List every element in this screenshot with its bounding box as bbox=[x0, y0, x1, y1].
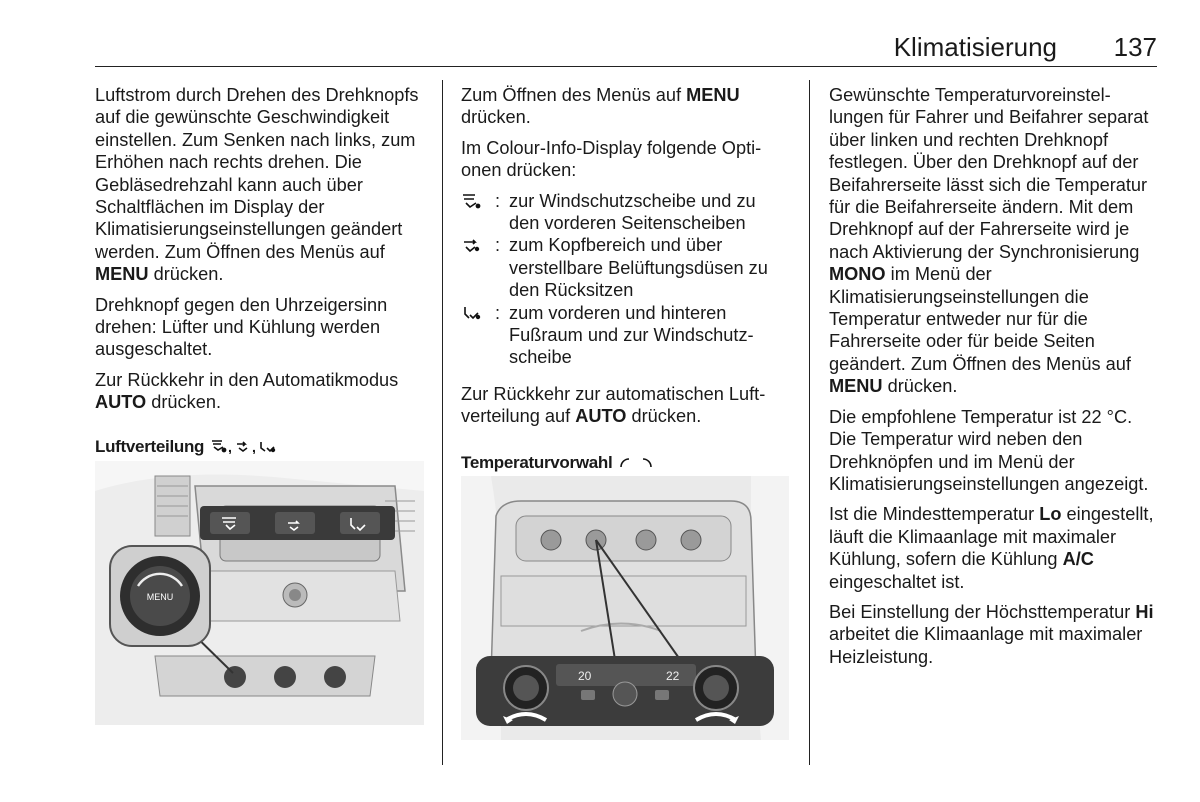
paragraph: Die empfohlene Temperatur ist 22 °C. Die Temperatur wird neben den Drehknöpfen und im Menü der Klimatisierungseinstellungen angezeigt. bbox=[829, 406, 1149, 494]
option-head: : zum Kopfbereich und über verstellbare Belüftungsdüsen zu den Rücksitzen bbox=[461, 234, 791, 301]
subheading-temperaturvorwahl: Temperaturvorwahl bbox=[461, 452, 791, 474]
dashboard-drawing bbox=[95, 461, 424, 725]
column-1 bbox=[95, 84, 425, 470]
paragraph: Luftstrom durch Drehen des Drehknopfs auf die gewünschte Geschwindigkeit einstellen. Zum Senken nach links, zum Erhöhen nach rechts drehen. Die Gebläsedrehzahl kann auch über Schaltflächen im Display der Klimatisierungseinstellungen geändert werden. Zum Öffnen des Menüs auf MENU drücken. bbox=[95, 85, 419, 285]
airflow-icons bbox=[209, 438, 291, 454]
option-footwell: : zum vorderen und hinteren Fußraum und zur Windschutzscheibe bbox=[461, 302, 791, 369]
paragraph: Zur Rückkehr zur automatischen Luftverteilung auf AUTO drücken. bbox=[461, 383, 766, 427]
subheading-luftverteilung: Luftverteilung , , bbox=[95, 436, 425, 458]
option-windshield: : zur Windschutzscheibe und zu den vorderen Seitenscheiben bbox=[461, 190, 791, 235]
paragraph: Im Colour-Info-Display folgende Optionen drücken: bbox=[461, 137, 762, 181]
column-2 bbox=[461, 84, 791, 486]
paragraph: Ist die Mindesttemperatur Lo eingestellt, läuft die Klimaanlage mit maximaler Kühlung, sofern die Kühlung A/C eingeschaltet ist. bbox=[829, 504, 1154, 592]
climate-panel-illustration bbox=[461, 476, 789, 740]
column-3 bbox=[829, 84, 1159, 676]
temperature-knob-icons bbox=[617, 454, 657, 470]
paragraph: Bei Einstellung der Höchsttemperatur Hi arbeitet die Klimaanlage mit maximaler Heizleistung. bbox=[829, 601, 1154, 667]
paragraph: Zum Öffnen des Menüs auf MENU drücken. bbox=[461, 85, 740, 128]
footwell-airflow-icon bbox=[461, 302, 495, 369]
page-number: 137 bbox=[1113, 32, 1157, 62]
menu-knob-label: MENU bbox=[146, 592, 174, 602]
right-temperature-display: 22 bbox=[666, 669, 680, 683]
left-temperature-display: 20 bbox=[578, 669, 592, 683]
climate-panel-drawing bbox=[461, 476, 789, 740]
section-title: Klimatisierung bbox=[893, 32, 1057, 62]
svg-text:,: , bbox=[227, 438, 232, 454]
windshield-airflow-icon bbox=[461, 190, 495, 235]
column-divider-2 bbox=[809, 80, 810, 765]
paragraph: Zur Rückkehr in den Automatikmodus AUTO drücken. bbox=[95, 369, 399, 413]
paragraph: Gewünschte Temperaturvoreinstellungen für Fahrer und Beifahrer separat über linken und rechten Drehknopf festlegen. Über den Drehknopf auf der Beifahrerseite lässt sich die Temperatur für die Beifahrerseite ändern. Mit dem Drehknopf auf der Fahrerseite wird je nach Aktivierung der Synchronisierung MONO im Menü der Klimatisierungseinstellungen die Temperatur entweder nur für die Fahrerseite oder für beide Seiten geändert. Zum Öffnen des Menüs auf MENU drücken. bbox=[829, 85, 1149, 397]
paragraph: Drehknopf gegen den Uhrzeigersinn drehen: Lüfter und Kühlung werden ausgeschaltet. bbox=[95, 294, 388, 360]
column-divider-1 bbox=[442, 80, 443, 765]
page-header bbox=[95, 30, 1157, 67]
svg-text:,: , bbox=[251, 438, 256, 454]
head-airflow-icon bbox=[461, 234, 495, 301]
dashboard-illustration bbox=[95, 461, 424, 725]
